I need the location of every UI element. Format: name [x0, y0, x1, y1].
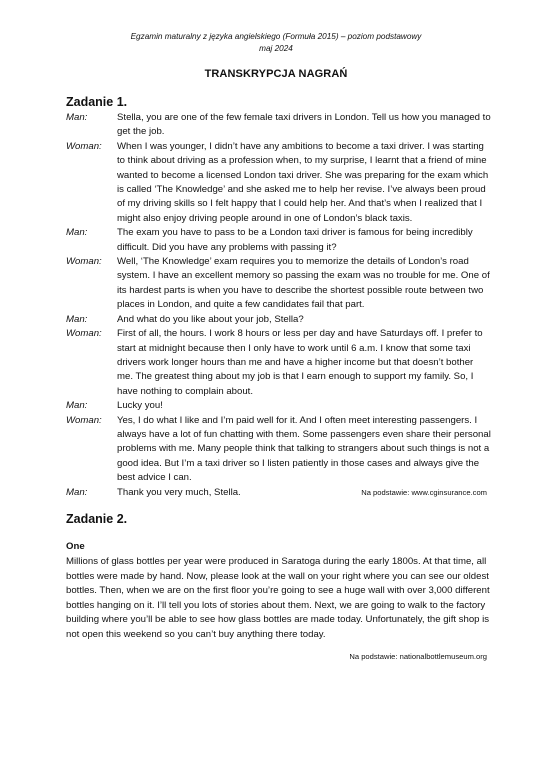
utterance-text: The exam you have to pass to be a London taxi driver is famous for being incredibly difficult. Did you have any problems with passing it?: [117, 227, 473, 253]
speaker-label: Man:: [66, 112, 88, 123]
utterance-text: Stella, you are one of the few female taxi drivers in London. Tell us how you managed to get the job.: [117, 112, 491, 138]
dialogue-line: [66, 140, 491, 226]
task-2-transcript: Millions of glass bottles per year were produced in Saratoga during the early 1800s. At that time, all bottles were made by hand. Now, please look at the wall on your right where you can see our oldest bottles. Then, when we are on the first floor you’re going to see a huge wall with over 3,000 different bottles hanging on it. I’ll tell you lots of stories about them. Next, we are going to walk to the factory building where you’ll be able to see how glass bottles are made today. Unfortunately, the gift shop is not open this weekend so you can’t buy anything there today.: [66, 556, 490, 640]
speaker-label: Woman:: [66, 328, 102, 340]
task-1-source: Na podstawie: www.cginsurance.com: [361, 488, 487, 497]
utterance-text: Yes, I do what I like and I’m paid well for it. And I often meet interesting passengers. I always have a lot of fun chatting with them. Some passengers even share their personal problems with me. Many people think that talking to strangers about such things is not a good idea. But I’m a taxi driver so I listen patiently in those cases and always give the best advice I can.: [117, 414, 491, 484]
document-title: TRANSKRYPCJA NAGRAŃ: [204, 68, 348, 80]
speaker-label: Man:: [66, 227, 88, 239]
utterance-text: First of all, the hours. I work 8 hours or less per day and have Saturdays off. I prefer to start at midnight because then I only have to work until 6 a.m. I know that some taxi drivers work longer hours than me and have a higher income but that doesn’t bother me. The greatest thing about my job is that I earn enough to support my family. So, I have nothing to complain about.: [117, 328, 483, 397]
utterance-text: Thank you very much, Stella.: [117, 486, 241, 498]
task-1-dialogue: [66, 111, 491, 500]
dialogue-line: [66, 313, 491, 327]
speaker-label: Woman:: [66, 140, 102, 152]
exam-header: [0, 31, 552, 54]
exam-title-line: Egzamin maturalny z języka angielskiego (Formuła 2015) – poziom podstawowy: [130, 32, 422, 41]
speaker-label: Woman:: [66, 414, 102, 426]
utterance-text: Well, ‘The Knowledge’ exam requires you to memorize the details of London’s road system. I have an excellent memory so passing the exam was no trouble for me. One of its hardest parts is when you have to describe the shortest possible route between two places in London, and quite a few candidates fail that part.: [117, 256, 490, 311]
dialogue-line: [66, 255, 491, 313]
dialogue-line: [66, 327, 491, 399]
exam-date-line: maj 2024: [259, 43, 293, 53]
part-label: One: [66, 541, 85, 552]
speaker-label: Man:: [66, 486, 88, 498]
dialogue-line: [66, 111, 491, 140]
dialogue-line: [66, 414, 491, 486]
dialogue-line: [66, 399, 491, 413]
task-2-source: Na podstawie: nationalbottlemuseum.org: [349, 652, 487, 661]
utterance-text: When I was younger, I didn’t have any ambitions to become a taxi driver. I was starting to think about driving as a profession when, to my surprise, I learnt that a friend of mine wanted to become a licensed London taxi driver. She was preparing for the exam which is called ‘The Knowledge’ and she asked me to help her revise. I’ve always been proud of my driving skills so I felt happy that I could help her. And that’s when I realized that I might also enjoy driving people around in one of London’s black taxis.: [117, 140, 489, 224]
speaker-label: Woman:: [66, 256, 102, 268]
task-1-heading: Zadanie 1.: [66, 95, 128, 109]
utterance-text: And what do you like about your job, Stella?: [117, 313, 304, 325]
task-2-heading: Zadanie 2.: [66, 512, 128, 526]
utterance-text: Lucky you!: [117, 400, 163, 412]
speaker-label: Man:: [66, 313, 88, 325]
dialogue-line: [66, 226, 491, 255]
speaker-label: Man:: [66, 400, 88, 412]
